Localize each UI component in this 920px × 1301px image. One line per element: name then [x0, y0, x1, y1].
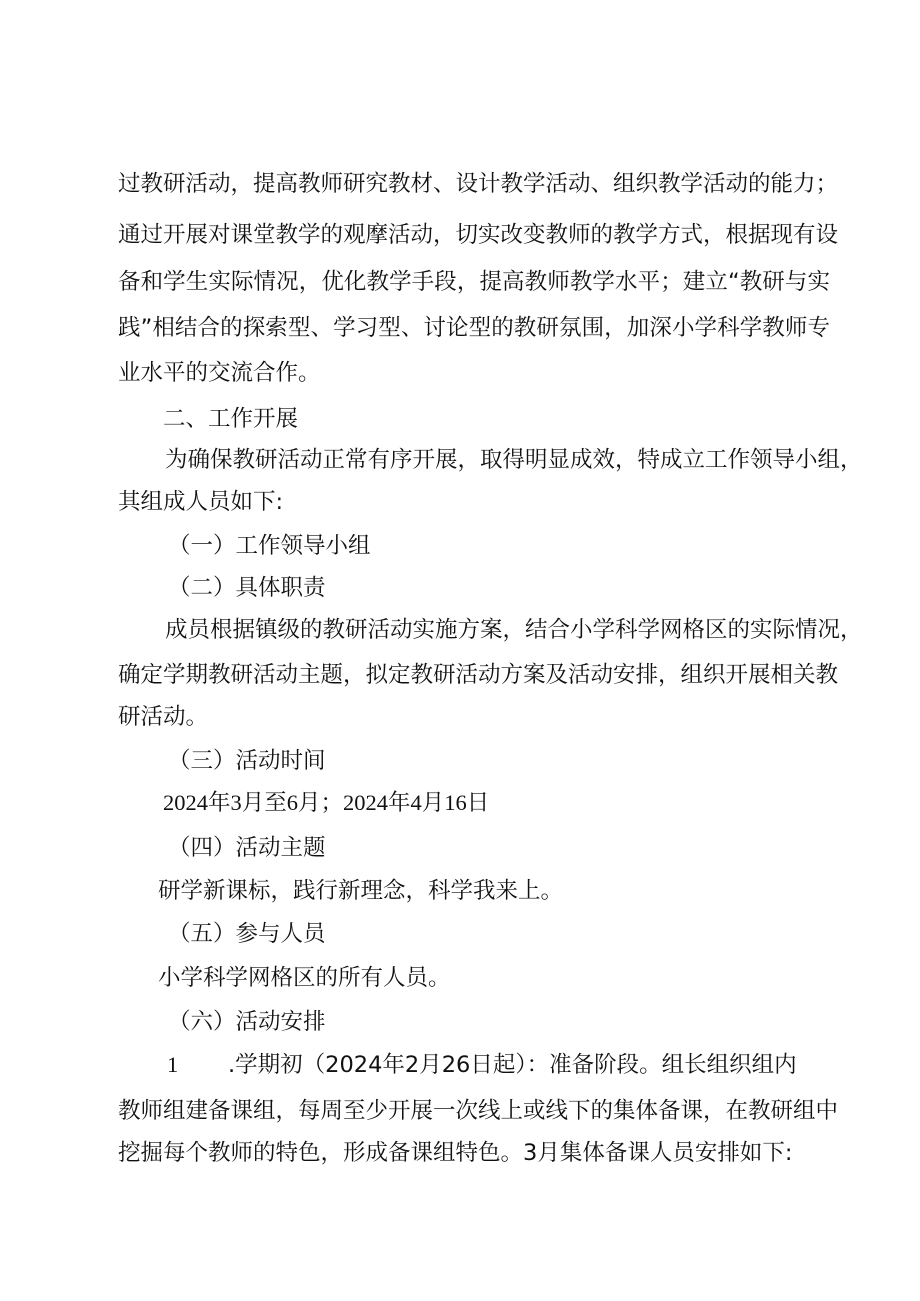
activity-theme-text: 研学新课标，践行新理念，科学我来上。 [158, 878, 564, 904]
intro-line-5: 业水平的交流合作。 [118, 360, 321, 386]
participants-text: 小学科学网格区的所有人员。 [158, 965, 451, 991]
section2-intro-line-2: 其组成人员如下: [118, 489, 284, 515]
arrangement-item-line-3: 挖掘每个教师的特色，形成备课组特色。3月集体备课人员安排如下: [118, 1140, 793, 1166]
activity-time-text: 2024年3月至6月；2024年4月16日 [163, 790, 490, 815]
arrangement-item-number: 1 [167, 1052, 179, 1077]
intro-line-3: 备和学生实际情况，优化教学手段，提高教师教学水平；建立“教研与实 [118, 269, 830, 295]
section2-intro-line-1: 为确保教研活动正常有序开展，取得明显成效，特成立工作领导小组， [165, 447, 863, 473]
subheading-responsibilities: （二）具体职责 [168, 575, 326, 601]
responsibilities-line-2: 确定学期教研活动主题，拟定教研活动方案及活动安排，组织开展相关教 [118, 662, 839, 688]
section-heading-work: 二、工作开展 [163, 406, 299, 432]
intro-line-2: 通过开展对课堂教学的观摩活动，切实改变教师的教学方式，根据现有设 [118, 222, 839, 248]
responsibilities-line-1: 成员根据镇级的教研活动实施方案，结合小学科学网格区的实际情况， [165, 617, 863, 643]
subheading-leadership-group: （一）工作领导小组 [168, 533, 371, 559]
subheading-activity-theme: （四）活动主题 [168, 835, 326, 861]
arrangement-item-line-1: .学期初（2024年2月26日起）：准备阶段。组长组织组内 [228, 1052, 797, 1078]
intro-line-1: 过教研活动，提高教师研究教材、设计教学活动、组织教学活动的能力； [118, 171, 839, 197]
subheading-arrangement: （六）活动安排 [168, 1009, 326, 1035]
intro-line-4: 践”相结合的探索型、学习型、讨论型的教研氛围，加深小学科学教师专 [118, 315, 830, 341]
arrangement-item-line-2: 教师组建备课组，每周至少开展一次线上或线下的集体备课，在教研组中 [118, 1098, 839, 1124]
responsibilities-line-3: 研活动。 [118, 704, 209, 730]
subheading-activity-time: （三）活动时间 [168, 748, 326, 774]
subheading-participants: （五）参与人员 [168, 921, 326, 947]
